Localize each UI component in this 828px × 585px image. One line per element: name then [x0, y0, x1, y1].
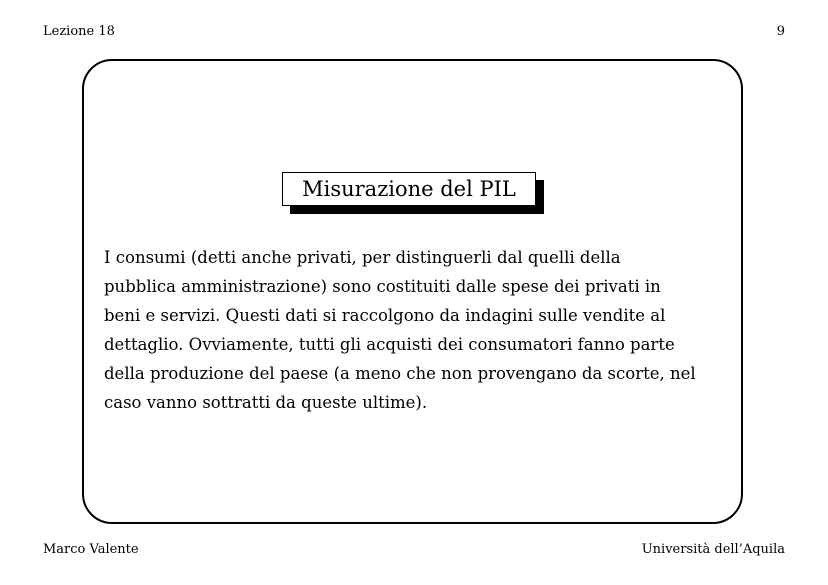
page-number: 9 [776, 24, 785, 39]
body-line: caso vanno sottratti da queste ultime). [104, 393, 428, 412]
slide-title-container [282, 172, 536, 206]
body-line: dettaglio. Ovviamente, tutti gli acquisti dei consumatori fanno parte [104, 335, 675, 354]
body-line: beni e servizi. Questi dati si raccolgono da indagini sulle vendite al [104, 306, 666, 325]
body-line: I consumi (detti anche privati, per distinguerli dal quelli della [104, 248, 621, 267]
body-line: della produzione del paese (a meno che non provengano da scorte, nel [104, 364, 696, 383]
slide-body [104, 243, 744, 417]
lecture-label: Lezione 18 [43, 24, 115, 39]
institution-name: Università dell’Aquila [641, 542, 785, 557]
body-line: pubblica amministrazione) sono costituiti dalle spese dei privati in [104, 277, 661, 296]
slide-title: Misurazione del PIL [282, 172, 536, 206]
author-name: Marco Valente [43, 542, 139, 557]
